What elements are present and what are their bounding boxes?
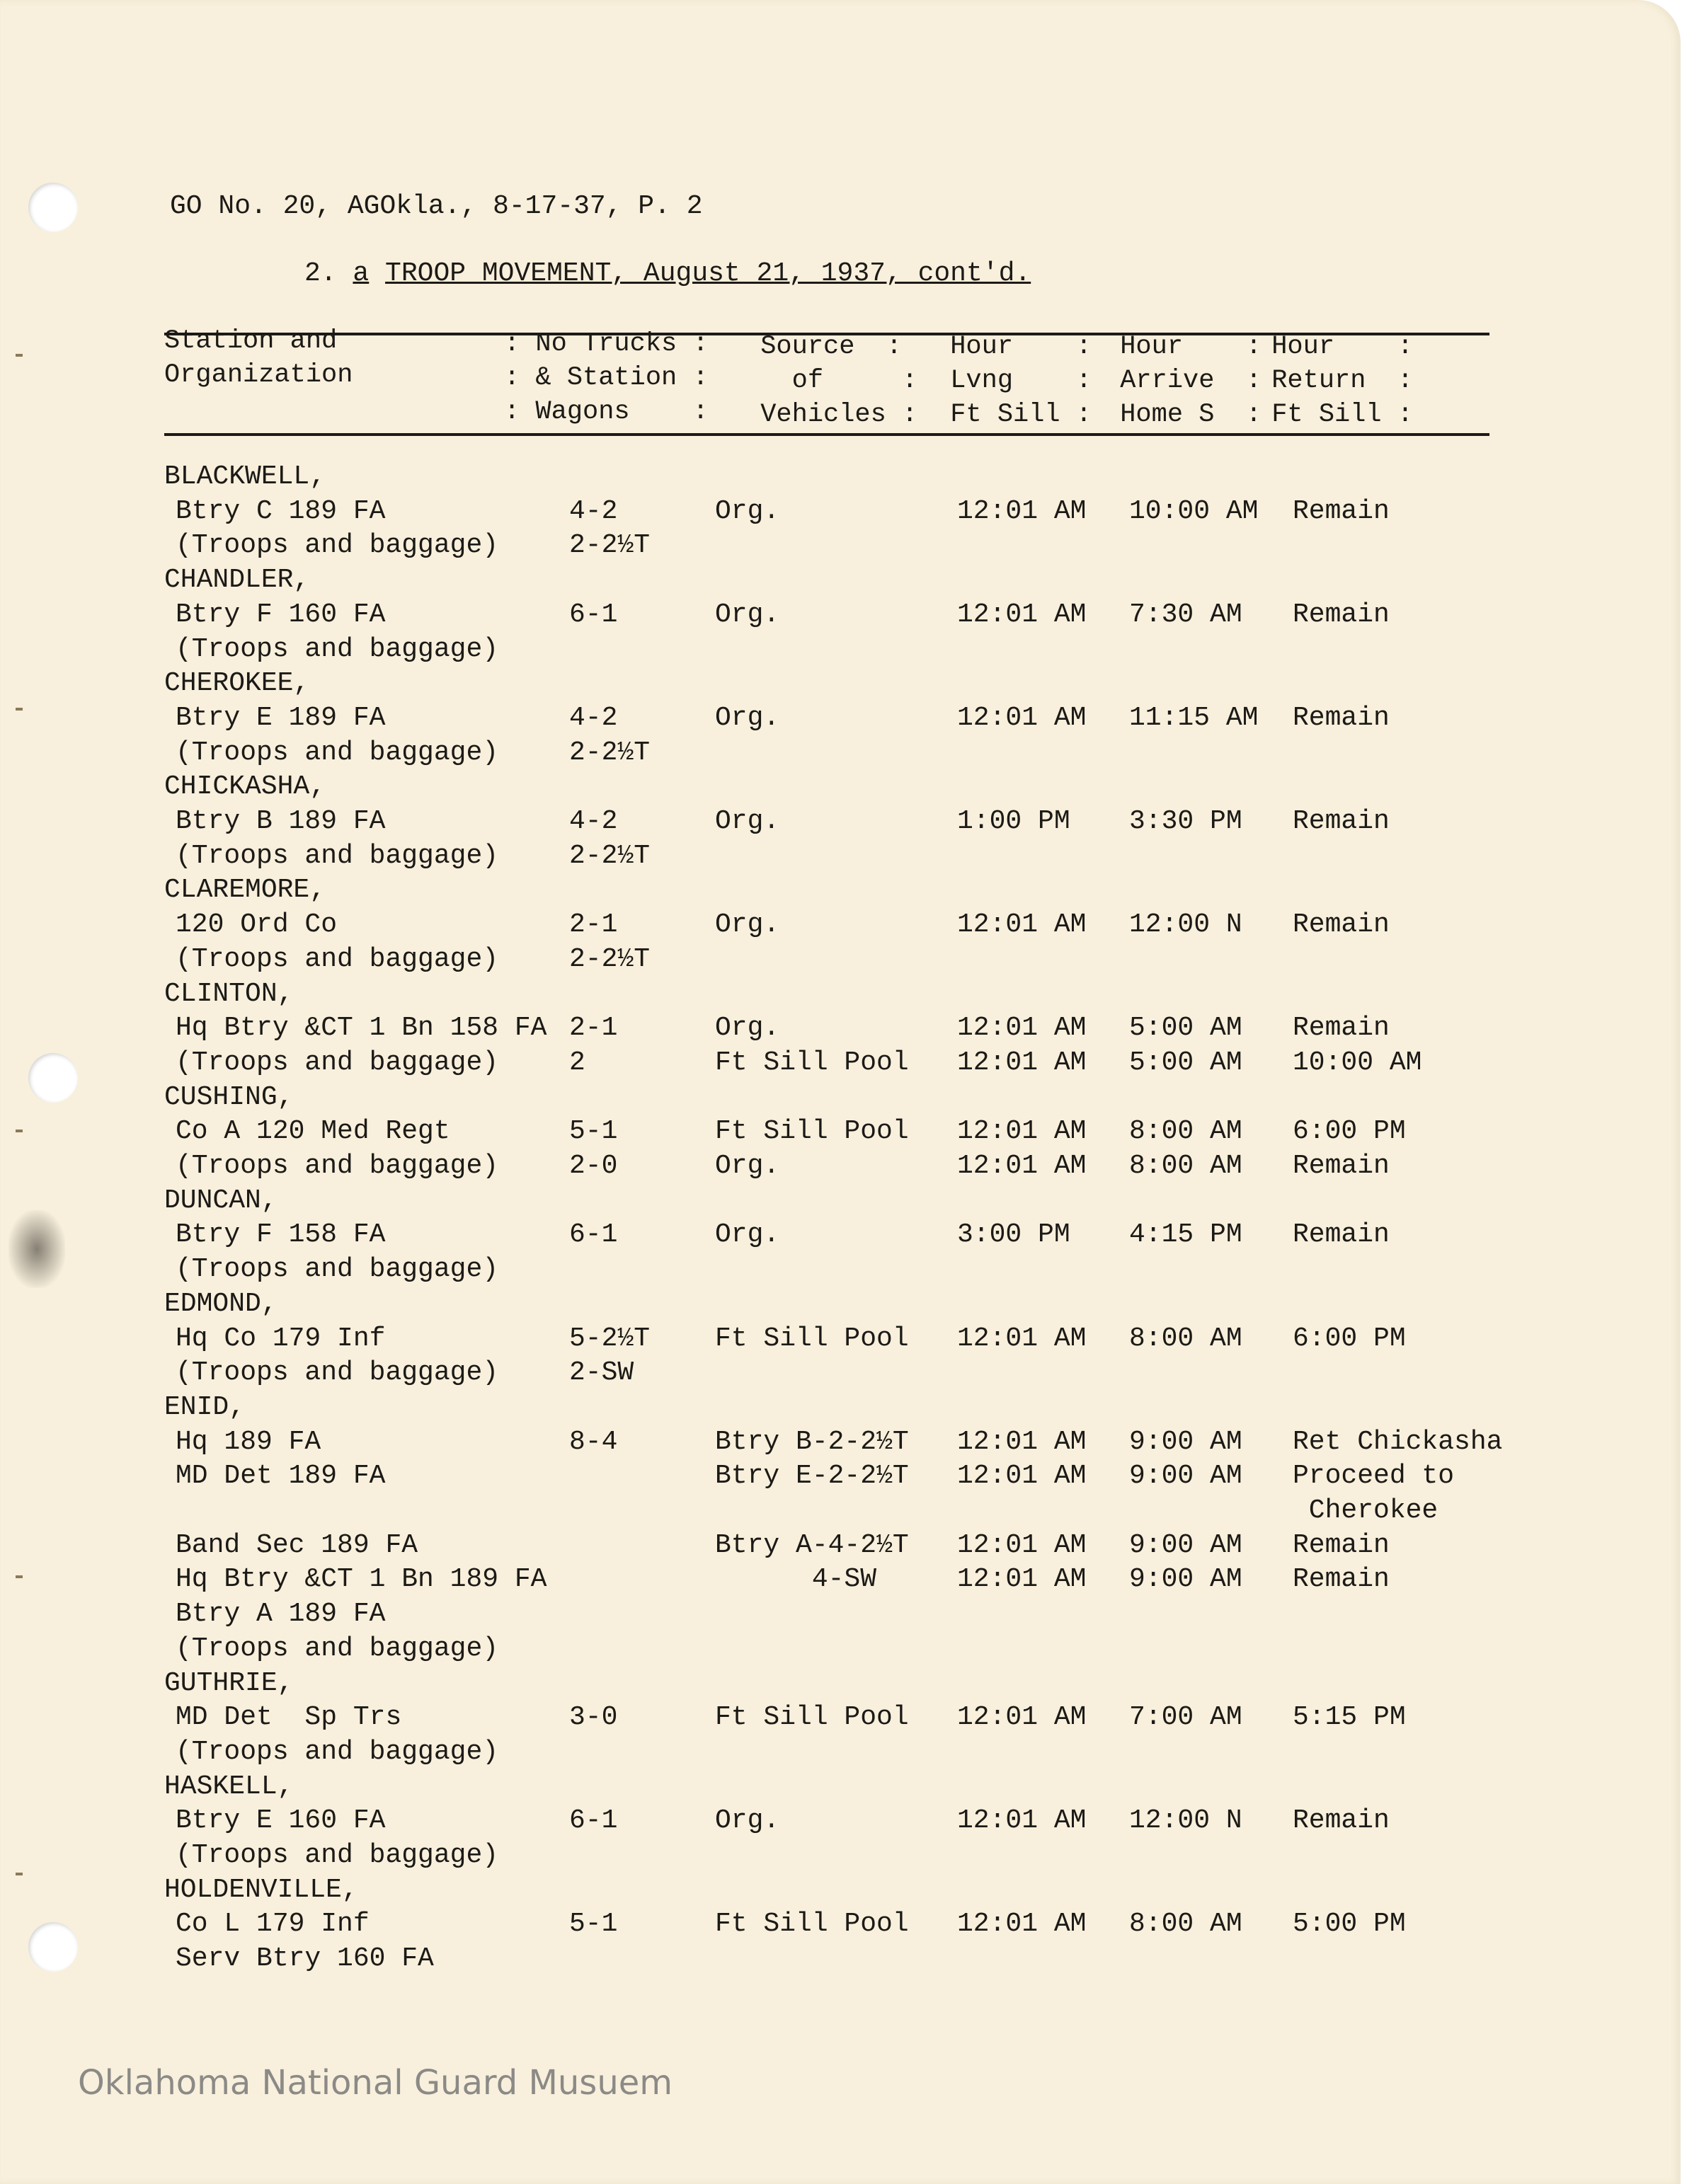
station-row xyxy=(0,1287,1681,1321)
cell-wagons: 6-1 xyxy=(569,1805,618,1837)
cell-source: Org. xyxy=(715,1151,780,1181)
cell-wagons: 2-SW xyxy=(569,1357,634,1389)
cell-arrive: 8:00 AM xyxy=(1129,1151,1242,1181)
col-header-wagons: : No Trucks : : & Station : : Wagons : xyxy=(504,329,709,427)
cell-wagons: 2-2½T xyxy=(569,943,651,975)
cell-org: Btry E 189 FA xyxy=(176,702,386,733)
cell-wagons: 6-1 xyxy=(569,1219,618,1251)
cell-org: CLAREMORE, xyxy=(164,875,326,906)
cell-return: Cherokee xyxy=(1293,1495,1438,1526)
cell-wagons: 4-2 xyxy=(569,702,618,733)
cell-org: Btry E 160 FA xyxy=(176,1805,386,1837)
cell-source: Ft Sill Pool xyxy=(715,1323,909,1354)
cell-source: Org. xyxy=(715,1013,780,1044)
cell-org: (Troops and baggage) xyxy=(176,1633,499,1664)
table-row xyxy=(0,1735,1681,1769)
cell-leave: 12:01 AM xyxy=(957,599,1087,630)
cell-org: CHEROKEE, xyxy=(164,668,310,699)
col-header-arrive: Hour : Arrive : Home S : xyxy=(1104,332,1262,430)
table-row xyxy=(0,598,1681,632)
cell-org: HASKELL, xyxy=(164,1771,294,1802)
cell-org: (Troops and baggage) xyxy=(176,530,499,561)
cell-source: 4-SW xyxy=(715,1564,877,1595)
cell-org: Hq Co 179 Inf xyxy=(176,1323,386,1354)
cell-source: Org. xyxy=(715,1219,780,1251)
cell-leave: 12:01 AM xyxy=(957,1047,1087,1078)
cell-leave: 12:01 AM xyxy=(957,495,1087,527)
cell-wagons: 4-2 xyxy=(569,495,618,527)
table-row xyxy=(0,1529,1681,1563)
cell-org: (Troops and baggage) xyxy=(176,633,499,665)
table-row xyxy=(0,839,1681,873)
station-row xyxy=(0,1391,1681,1425)
table-row xyxy=(0,1839,1681,1873)
cell-leave: 12:01 AM xyxy=(957,1805,1087,1837)
col-header-source: Source : of : Vehicles : xyxy=(745,332,918,430)
col-header-leave: Hour : Lvng : Ft Sill : xyxy=(934,332,1092,430)
station-row xyxy=(0,667,1681,701)
cell-org: Btry A 189 FA xyxy=(176,1599,386,1630)
cell-org: Btry F 158 FA xyxy=(176,1219,386,1251)
cell-org: CUSHING, xyxy=(164,1081,294,1113)
table-row xyxy=(0,1149,1681,1183)
cell-leave: 12:01 AM xyxy=(957,1909,1087,1940)
table-row xyxy=(0,1356,1681,1390)
cell-org: Hq Btry &CT 1 Bn 158 FA xyxy=(176,1013,547,1044)
cell-wagons: 2-1 xyxy=(569,909,618,941)
station-row xyxy=(0,873,1681,907)
table-row xyxy=(0,1425,1681,1459)
cell-arrive: 4:15 PM xyxy=(1129,1219,1242,1251)
table-row xyxy=(0,1253,1681,1287)
cell-return: Remain xyxy=(1293,1564,1390,1595)
col-header-return: Hour : Return : Ft Sill : xyxy=(1256,332,1414,430)
cell-org: CHANDLER, xyxy=(164,565,310,596)
cell-return: Ret Chickasha xyxy=(1293,1426,1503,1457)
cell-return: Remain xyxy=(1293,1151,1390,1181)
cell-arrive: 7:00 AM xyxy=(1129,1702,1242,1733)
cell-org: BLACKWELL, xyxy=(164,461,326,492)
cell-arrive: 5:00 AM xyxy=(1129,1047,1242,1078)
cell-return: Remain xyxy=(1293,909,1390,941)
cell-return: Remain xyxy=(1293,1219,1390,1251)
order-line: GO No. 20, AGOkla., 8-17-37, P. 2 xyxy=(170,191,703,222)
cell-org: (Troops and baggage) xyxy=(176,1736,499,1767)
cell-return: 5:15 PM xyxy=(1293,1702,1406,1733)
table-row xyxy=(0,495,1681,529)
cell-org: Btry F 160 FA xyxy=(176,599,386,630)
cell-return: 10:00 AM xyxy=(1293,1047,1422,1078)
cell-org: Btry B 189 FA xyxy=(176,806,386,837)
cell-leave: 1:00 PM xyxy=(957,806,1070,837)
cell-org: (Troops and baggage) xyxy=(176,943,499,975)
cell-org: Hq Btry &CT 1 Bn 189 FA xyxy=(176,1564,547,1595)
cell-leave: 3:00 PM xyxy=(957,1219,1070,1251)
cell-org: CLINTON, xyxy=(164,978,294,1009)
cell-return: Remain xyxy=(1293,495,1390,527)
cell-return: 6:00 PM xyxy=(1293,1116,1406,1147)
section-letter: a xyxy=(353,258,370,289)
cell-leave: 12:01 AM xyxy=(957,1529,1087,1561)
cell-arrive: 9:00 AM xyxy=(1129,1564,1242,1595)
table-row xyxy=(0,1632,1681,1666)
table-row xyxy=(0,1907,1681,1941)
cell-wagons: 5-1 xyxy=(569,1909,618,1940)
cell-arrive: 5:00 AM xyxy=(1129,1013,1242,1044)
cell-source: Btry B-2-2½T xyxy=(715,1426,909,1457)
cell-wagons: 2-1 xyxy=(569,1013,618,1044)
cell-org: Hq 189 FA xyxy=(176,1426,321,1457)
cell-org: (Troops and baggage) xyxy=(176,840,499,871)
cell-org: MD Det Sp Trs xyxy=(176,1702,402,1733)
cell-leave: 12:01 AM xyxy=(957,909,1087,941)
cell-source: Ft Sill Pool xyxy=(715,1909,909,1940)
cell-wagons: 2-0 xyxy=(569,1151,618,1181)
cell-arrive: 11:15 AM xyxy=(1129,702,1259,733)
cell-org: Serv Btry 160 FA xyxy=(176,1943,434,1975)
cell-org: CHICKASHA, xyxy=(164,771,326,803)
cell-return: Remain xyxy=(1293,702,1390,733)
cell-arrive: 8:00 AM xyxy=(1129,1116,1242,1147)
cell-org: (Troops and baggage) xyxy=(176,737,499,768)
cell-source: Btry E-2-2½T xyxy=(715,1461,909,1492)
table-row xyxy=(0,529,1681,563)
table-row xyxy=(0,1701,1681,1735)
cell-leave: 12:01 AM xyxy=(957,1461,1087,1492)
table-row xyxy=(0,736,1681,770)
cell-org: (Troops and baggage) xyxy=(176,1151,499,1181)
station-row xyxy=(0,460,1681,494)
cell-return: Remain xyxy=(1293,599,1390,630)
cell-wagons: 5-1 xyxy=(569,1116,618,1147)
station-row xyxy=(0,977,1681,1011)
table-row xyxy=(0,1597,1681,1631)
cell-source: Org. xyxy=(715,1805,780,1837)
cell-arrive: 8:00 AM xyxy=(1129,1909,1242,1940)
cell-org: Btry C 189 FA xyxy=(176,495,386,527)
section-title: TROOP MOVEMENT, August 21, 1937, cont'd. xyxy=(385,258,1031,289)
cell-wagons: 5-2½T xyxy=(569,1323,651,1354)
table-row xyxy=(0,1563,1681,1597)
cell-wagons: 2-2½T xyxy=(569,530,651,561)
cell-org: EDMOND, xyxy=(164,1288,278,1319)
cell-leave: 12:01 AM xyxy=(957,1116,1087,1147)
cell-arrive: 9:00 AM xyxy=(1129,1426,1242,1457)
table-row xyxy=(0,1011,1681,1045)
cell-leave: 12:01 AM xyxy=(957,1426,1087,1457)
cell-wagons: 4-2 xyxy=(569,806,618,837)
cell-org: DUNCAN, xyxy=(164,1185,278,1216)
table-row xyxy=(0,1046,1681,1080)
cell-wagons: 2-2½T xyxy=(569,737,651,768)
cell-arrive: 7:30 AM xyxy=(1129,599,1242,630)
station-row xyxy=(0,1667,1681,1701)
cell-source: Btry A-4-2½T xyxy=(715,1529,909,1561)
binder-hole-top xyxy=(28,183,78,232)
cell-leave: 12:01 AM xyxy=(957,1151,1087,1181)
cell-arrive: 12:00 N xyxy=(1129,909,1242,941)
table-row xyxy=(0,1218,1681,1252)
cell-arrive: 9:00 AM xyxy=(1129,1529,1242,1561)
station-row xyxy=(0,1770,1681,1804)
cell-arrive: 8:00 AM xyxy=(1129,1323,1242,1354)
cell-leave: 12:01 AM xyxy=(957,1564,1087,1595)
table-row xyxy=(0,1494,1681,1528)
cell-wagons: 6-1 xyxy=(569,599,618,630)
cell-org: (Troops and baggage) xyxy=(176,1047,499,1078)
table-row xyxy=(0,633,1681,667)
table-header-rule xyxy=(164,433,1489,436)
cell-source: Ft Sill Pool xyxy=(715,1116,909,1147)
cell-return: Remain xyxy=(1293,1013,1390,1044)
watermark: Oklahoma National Guard Musuem xyxy=(78,2063,673,2103)
station-row xyxy=(0,770,1681,804)
table-row xyxy=(0,1322,1681,1356)
table-row xyxy=(0,805,1681,839)
cell-return: 5:00 PM xyxy=(1293,1909,1406,1940)
cell-arrive: 3:30 PM xyxy=(1129,806,1242,837)
table-row xyxy=(0,908,1681,942)
section-heading xyxy=(304,258,1031,289)
cell-org: Band Sec 189 FA xyxy=(176,1529,418,1561)
cell-source: Ft Sill Pool xyxy=(715,1047,909,1078)
cell-source: Ft Sill Pool xyxy=(715,1702,909,1733)
cell-source: Org. xyxy=(715,495,780,527)
station-row xyxy=(0,1873,1681,1907)
cell-arrive: 10:00 AM xyxy=(1129,495,1259,527)
cell-wagons: 3-0 xyxy=(569,1702,618,1733)
cell-wagons: 2-2½T xyxy=(569,840,651,871)
cell-source: Org. xyxy=(715,806,780,837)
table-row xyxy=(0,1942,1681,1976)
cell-arrive: 9:00 AM xyxy=(1129,1461,1242,1492)
cell-wagons: 8-4 xyxy=(569,1426,618,1457)
cell-org: HOLDENVILLE, xyxy=(164,1874,358,1905)
cell-org: MD Det 189 FA xyxy=(176,1461,386,1492)
cell-org: (Troops and baggage) xyxy=(176,1357,499,1389)
cell-org: (Troops and baggage) xyxy=(176,1254,499,1285)
cell-source: Org. xyxy=(715,909,780,941)
cell-source: Org. xyxy=(715,599,780,630)
cell-leave: 12:01 AM xyxy=(957,1013,1087,1044)
cell-arrive: 12:00 N xyxy=(1129,1805,1242,1837)
cell-org: Co L 179 Inf xyxy=(176,1909,370,1940)
station-row xyxy=(0,1184,1681,1218)
section-prefix: 2. xyxy=(304,258,353,289)
station-row xyxy=(0,1081,1681,1115)
station-row xyxy=(0,563,1681,597)
cell-return: 6:00 PM xyxy=(1293,1323,1406,1354)
cell-return: Remain xyxy=(1293,1805,1390,1837)
col-header-station: Station and Organization xyxy=(164,326,353,390)
cell-leave: 12:01 AM xyxy=(957,1323,1087,1354)
table-row xyxy=(0,943,1681,977)
cell-org: (Troops and baggage) xyxy=(176,1840,499,1870)
cell-return: Remain xyxy=(1293,1529,1390,1561)
table-row xyxy=(0,1459,1681,1493)
table-row xyxy=(0,701,1681,735)
cell-leave: 12:01 AM xyxy=(957,1702,1087,1733)
cell-org: GUTHRIE, xyxy=(164,1667,294,1699)
cell-wagons: 2 xyxy=(569,1047,585,1078)
edge-mark xyxy=(16,354,23,357)
cell-leave: 12:01 AM xyxy=(957,702,1087,733)
cell-return: Remain xyxy=(1293,806,1390,837)
cell-return: Proceed to xyxy=(1293,1461,1455,1492)
table-row xyxy=(0,1115,1681,1149)
cell-org: ENID, xyxy=(164,1391,246,1423)
cell-org: 120 Ord Co xyxy=(176,909,338,941)
cell-source: Org. xyxy=(715,702,780,733)
table-row xyxy=(0,1804,1681,1838)
cell-org: Co A 120 Med Regt xyxy=(176,1116,450,1147)
